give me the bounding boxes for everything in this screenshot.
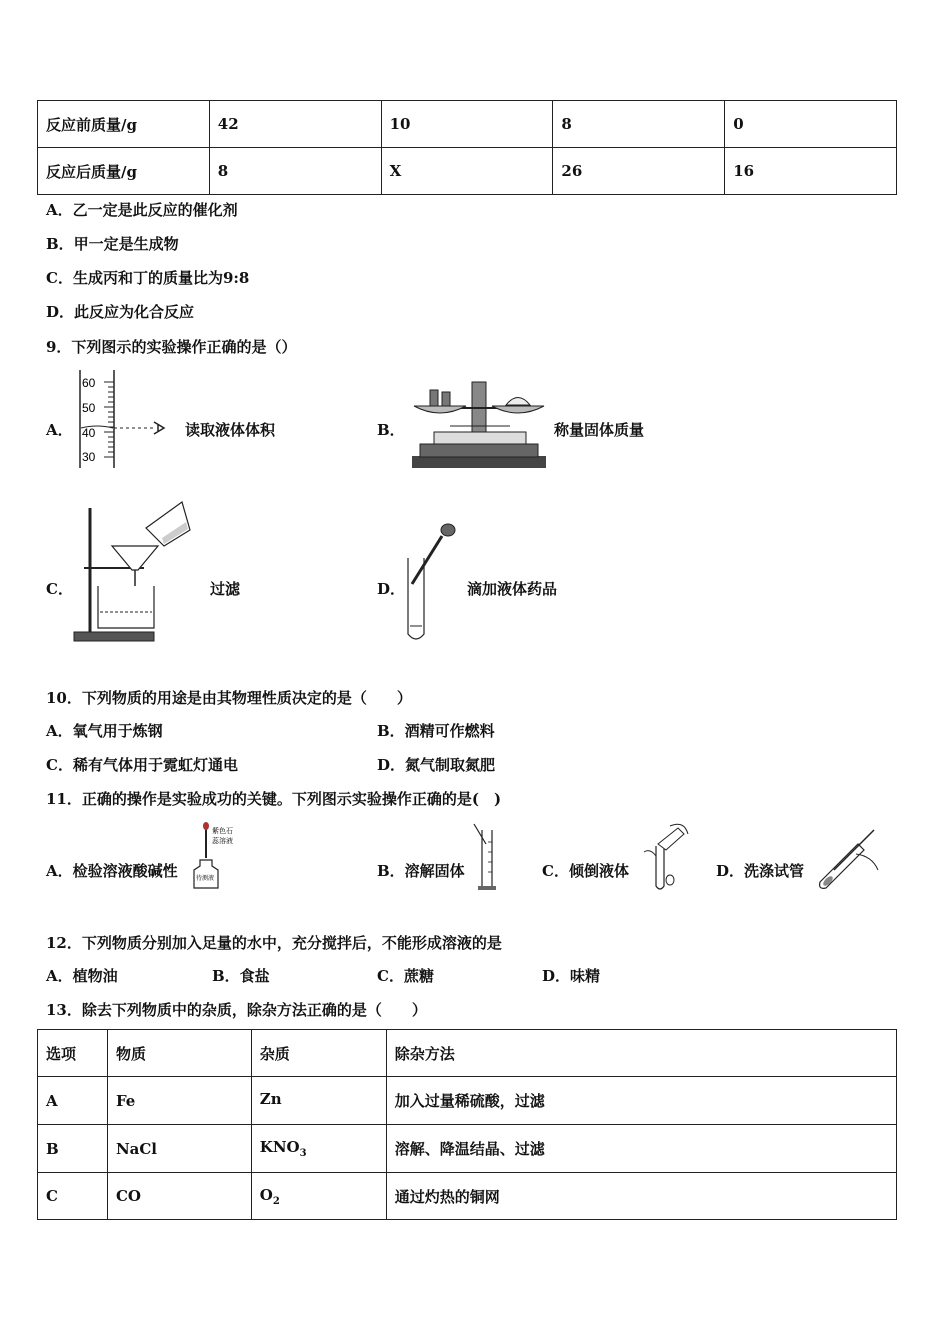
q12-stem: 12．下列物质分别加入足量的水中，充分搅拌后，不能形成溶液的是 — [46, 934, 502, 952]
table-cell: B — [38, 1125, 108, 1173]
table-cell: 通过灼热的铜网 — [386, 1173, 896, 1220]
fig-label: 紫色石 — [212, 827, 233, 835]
q9-d-letter: D． — [377, 580, 406, 598]
q12-option-b: B．食盐 — [212, 967, 270, 985]
impurity-table — [37, 1029, 897, 1220]
q9-b-caption: 称量固体质量 — [554, 421, 645, 439]
q13-stem: 13．除去下列物质中的杂质，除杂方法正确的是（ ） — [46, 1001, 427, 1019]
tick-label: 30 — [82, 450, 96, 464]
column-header: 杂质 — [251, 1030, 386, 1077]
q10-option-b: B．酒精可作燃料 — [377, 722, 495, 740]
table-cell: 16 — [725, 148, 897, 195]
tick-label: 60 — [82, 376, 96, 390]
q8-option-a: A．乙一定是此反应的催化剂 — [46, 201, 238, 219]
table-row — [38, 1125, 897, 1173]
q9-a-caption: 读取液体体积 — [185, 421, 276, 439]
graduated-cylinder-figure — [74, 370, 184, 470]
q9-a-letter: A． — [46, 421, 73, 439]
q12-option-d: D．味精 — [542, 967, 601, 985]
table-cell: A — [38, 1077, 108, 1125]
tick-label: 40 — [82, 426, 96, 440]
table-cell: X — [381, 148, 553, 195]
q8-option-c: C．生成丙和丁的质量比为9:8 — [46, 269, 250, 287]
table-cell: C — [38, 1173, 108, 1220]
row-label: 反应前质量/g — [38, 101, 210, 148]
washing-tube-figure — [812, 826, 882, 892]
measuring-cylinder-figure — [470, 822, 500, 892]
q9-c-letter: C． — [46, 580, 73, 598]
dropper-figure — [402, 522, 462, 646]
table-cell — [251, 1173, 386, 1220]
column-header: 除杂方法 — [386, 1030, 896, 1077]
table-cell: Fe — [107, 1077, 251, 1125]
litmus-test-figure — [192, 820, 244, 892]
q11-option-a: A．检验溶液酸碱性 — [46, 862, 178, 880]
table-cell: 8 — [209, 148, 381, 195]
table-cell: 26 — [553, 148, 725, 195]
q9-d-caption: 滴加液体药品 — [467, 580, 558, 598]
q9-c-caption: 过滤 — [210, 580, 241, 598]
table-cell: NaCl — [107, 1125, 251, 1173]
mass-table — [37, 100, 897, 195]
q10-option-a: A．氧气用于炼钢 — [46, 722, 163, 740]
fig-label: 待测液 — [196, 875, 215, 882]
column-header: 物质 — [107, 1030, 251, 1077]
q8-option-d: D．此反应为化合反应 — [46, 303, 195, 321]
formula-subscript: 2 — [272, 1195, 280, 1207]
table-row — [38, 1077, 897, 1125]
tick-label: 50 — [82, 401, 96, 415]
q10-stem: 10．下列物质的用途是由其物理性质决定的是（ ） — [46, 689, 412, 707]
q10-option-d: D．氮气制取氮肥 — [377, 756, 496, 774]
filtration-figure — [72, 498, 194, 644]
impurity-formula: Zn — [259, 1090, 282, 1108]
table-cell: 42 — [209, 101, 381, 148]
q11-option-c: C．倾倒液体 — [542, 862, 629, 880]
table-cell: CO — [107, 1173, 251, 1220]
row-label: 反应后质量/g — [38, 148, 210, 195]
table-cell: 8 — [553, 101, 725, 148]
q9-b-letter: B． — [377, 421, 405, 439]
balance-figure — [410, 376, 550, 472]
pouring-figure — [640, 822, 690, 892]
q8-option-b: B．甲一定是生成物 — [46, 235, 179, 253]
q12-option-c: C．蔗糖 — [377, 967, 434, 985]
q11-option-d: D．洗涤试管 — [716, 862, 805, 880]
fig-label: 蕊溶液 — [212, 837, 233, 845]
formula-subscript: 3 — [299, 1148, 307, 1159]
impurity-formula: KNO — [259, 1138, 300, 1156]
table-cell: 加入过量稀硫酸，过滤 — [386, 1077, 896, 1125]
impurity-formula: O — [259, 1185, 273, 1204]
q11-option-b: B．溶解固体 — [377, 862, 465, 880]
table-cell — [251, 1125, 386, 1173]
q12-option-a: A．植物油 — [46, 967, 118, 985]
q10-option-c: C．稀有气体用于霓虹灯通电 — [46, 756, 238, 774]
table-cell: 0 — [725, 101, 897, 148]
table-row — [38, 1173, 897, 1220]
table-cell: 10 — [381, 101, 553, 148]
table-cell — [251, 1077, 386, 1125]
eye-icon — [154, 422, 164, 434]
q11-stem: 11．正确的操作是实验成功的关键。下列图示实验操作正确的是( ) — [46, 790, 502, 808]
q9-stem: 9．下列图示的实验操作正确的是（） — [46, 338, 297, 356]
table-cell: 溶解、降温结晶、过滤 — [386, 1125, 896, 1173]
column-header: 选项 — [38, 1030, 108, 1077]
